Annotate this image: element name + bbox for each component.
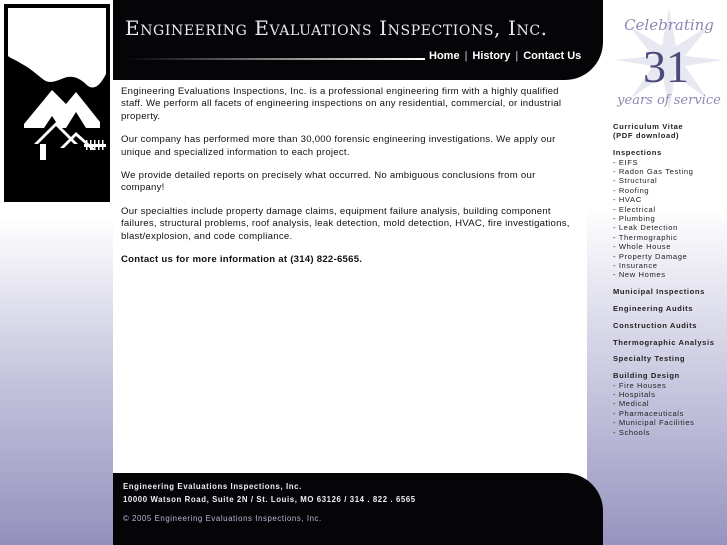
sidebar-subitem-plumbing[interactable]: - Plumbing (613, 214, 656, 224)
sidebar-item-inspections[interactable]: Inspections (613, 148, 662, 158)
sidebar-item-cv-pdf[interactable]: (PDF download) (613, 131, 680, 141)
intro-paragraph: Engineering Evaluations Inspections, Inc. is a professional engineering firm with a highly qualified staff. We perform all facets of engineering inspections on any residential, commercial, or industrial property. (121, 86, 562, 122)
sidebar-item-building-design[interactable]: Building Design (613, 371, 680, 381)
sidebar-subitem-radon[interactable]: - Radon Gas Testing (613, 167, 694, 177)
title-divider (127, 58, 425, 60)
nav-contact-link[interactable]: Contact Us (523, 50, 582, 62)
nav-separator: | (515, 50, 519, 62)
sidebar-subitem-hvac[interactable]: - HVAC (613, 195, 642, 205)
anniversary-badge (609, 4, 727, 112)
sidebar-subitem-whole-house[interactable]: - Whole House (613, 242, 672, 252)
sidebar-subitem-medical[interactable]: - Medical (613, 399, 650, 409)
nav-home-link[interactable]: Home (429, 50, 460, 62)
badge-number: 31 (643, 41, 689, 92)
left-column (0, 0, 113, 545)
sidebar-item-cv[interactable]: Curriculum Vitae (613, 122, 684, 131)
main-panel (113, 0, 587, 545)
sidebar-item-municipal[interactable]: Municipal Inspections (613, 287, 705, 297)
sidebar-item-thermographic-analysis[interactable]: Thermographic Analysis (613, 337, 715, 347)
building-design-group (613, 371, 727, 437)
sidebar-subitem-thermographic[interactable]: - Thermographic (613, 232, 678, 242)
footer-copyright: © 2005 Engineering Evaluations Inspections, Inc. (123, 514, 322, 523)
municipal-group (613, 287, 727, 296)
sidebar-subitem-new-homes[interactable]: - New Homes (613, 270, 666, 280)
sidebar-subitem-insurance[interactable]: - Insurance (613, 261, 658, 271)
sidebar-subitem-property-damage[interactable]: - Property Damage (613, 251, 688, 261)
sidebar-subitem-pharmaceuticals[interactable]: - Pharmaceuticals (613, 408, 684, 418)
footer-address: 10000 Watson Road, Suite 2N / St. Louis, MO 63126 / 314 . 822 . 6565 (123, 495, 416, 504)
sidebar-item-specialty-testing[interactable]: Specialty Testing (613, 354, 686, 364)
site-header (113, 0, 603, 80)
sidebar-subitem-electrical[interactable]: - Electrical (613, 204, 656, 214)
mountain-house-logo-icon (4, 4, 110, 202)
specialty-testing-group (613, 354, 727, 363)
sidebar-subitem-eifs[interactable]: - EIFS (613, 157, 639, 167)
sidebar-subitem-hospitals[interactable]: - Hospitals (613, 390, 656, 400)
experience-paragraph: Our company has performed more than 30,000 forensic engineering investigations. We apply our unique and specialized information to each project. (121, 134, 556, 158)
sidebar-subitem-leak-detection[interactable]: - Leak Detection (613, 223, 678, 233)
badge-line1: Celebrating (624, 16, 714, 34)
right-column (587, 0, 727, 545)
nav-separator: | (464, 50, 468, 62)
sidebar-nav (613, 122, 727, 445)
sidebar-subitem-roofing[interactable]: - Roofing (613, 185, 650, 195)
engineering-audits-group (613, 304, 727, 313)
inspections-group (613, 148, 727, 280)
cv-group (613, 122, 727, 141)
construction-audits-group (613, 321, 727, 330)
star-burst-icon (609, 4, 727, 112)
company-title: Engineering Evaluations Inspections, Inc. (125, 16, 548, 40)
top-nav (429, 50, 581, 62)
sidebar-item-engineering-audits[interactable]: Engineering Audits (613, 304, 694, 314)
nav-history-link[interactable]: History (472, 50, 511, 62)
specialties-paragraph: Our specialties include property damage claims, equipment failure analysis, building component failures, structural problems, roof analysis, leak detection, mold detection, HVAC, fire investigations, blast/explosion, and code compliance. (121, 205, 570, 242)
sidebar-subitem-schools[interactable]: - Schools (613, 427, 651, 437)
sidebar-subitem-structural[interactable]: - Structural (613, 176, 658, 186)
sidebar-subitem-municipal-facilities[interactable]: - Municipal Facilities (613, 418, 695, 428)
footer-company: Engineering Evaluations Inspections, Inc. (123, 482, 302, 491)
company-logo (4, 4, 110, 202)
main-content (121, 86, 579, 277)
reports-paragraph: We provide detailed reports on precisely what occurred. No ambiguous conclusions from our company! (121, 170, 536, 194)
thermographic-analysis-group (613, 338, 727, 347)
contact-line: Contact us for more information at (314) 822-6565. (121, 254, 363, 266)
sidebar-item-construction-audits[interactable]: Construction Audits (613, 320, 698, 330)
badge-line2: years of service (617, 93, 721, 108)
site-footer (113, 473, 603, 545)
sidebar-subitem-fire-houses[interactable]: - Fire Houses (613, 380, 667, 390)
